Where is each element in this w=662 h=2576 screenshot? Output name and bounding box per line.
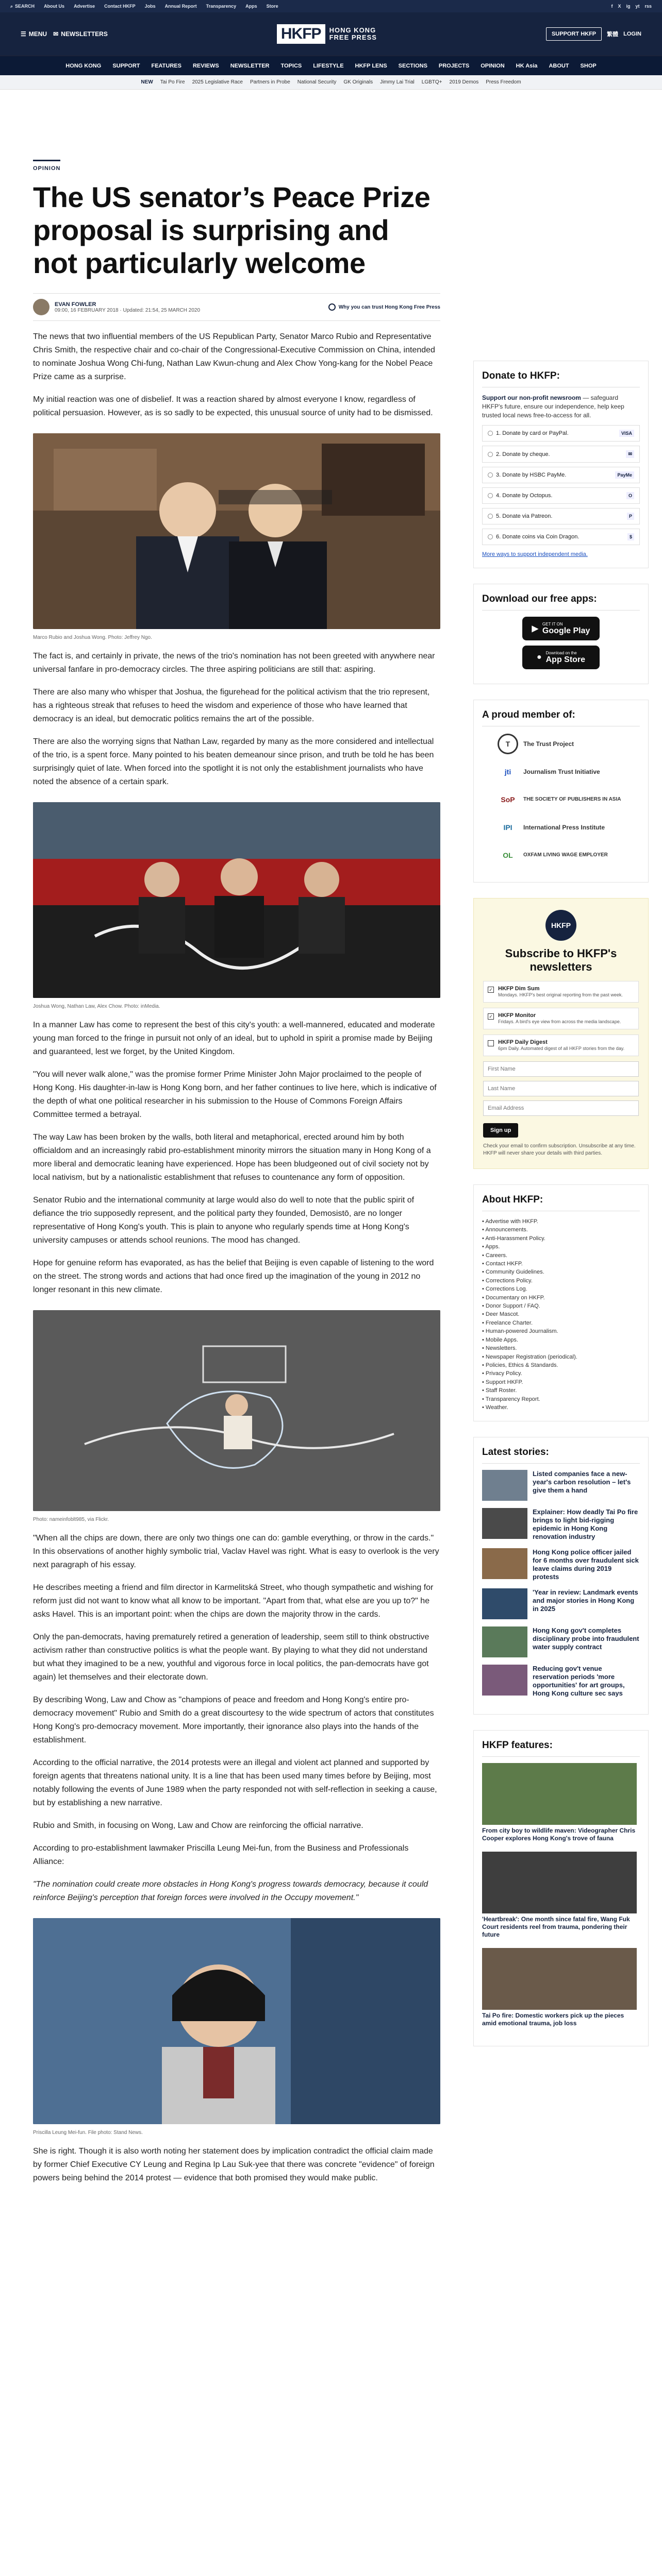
- about-link[interactable]: • Contact HKFP.: [482, 1260, 640, 1268]
- about-title: About HKFP:: [482, 1194, 640, 1211]
- about-link[interactable]: • Staff Roster.: [482, 1386, 640, 1395]
- about-link[interactable]: • Mobile Apps.: [482, 1336, 640, 1344]
- newsletters-button[interactable]: ✉ NEWSLETTERS: [53, 30, 108, 38]
- paragraph: My initial reaction was one of disbelief. It was a reaction shared by almost everyone I know, regardless of political persuasion. However, as is so sadly to be expected, this unusual source of unity had to be dismissed.: [33, 395, 433, 417]
- article-dates: 09:00, 16 FEBRUARY 2018 · Updated: 21:54, 25 MARCH 2020: [55, 307, 201, 313]
- nav-item[interactable]: HKFP LENS: [355, 62, 387, 69]
- sidebar: [473, 361, 649, 2062]
- about-link[interactable]: • Donor Support / FAQ.: [482, 1302, 640, 1310]
- figure: [33, 802, 440, 1009]
- trending-link[interactable]: Jimmy Lai Trial: [380, 79, 415, 85]
- radio-icon: [488, 514, 493, 519]
- story-thumbnail: [482, 1508, 527, 1539]
- card-icon: VISA: [619, 430, 634, 437]
- paragraph: He describes meeting a friend and film director in Karmelitská Street, who though sympathetic and wishing for reform just did not want to know what all know to be important. "Apart from that, what else are you up to?" he asks Havel. This is an important point: when the chips are down the majority throw in the cards.: [33, 1583, 434, 1619]
- google-play-button[interactable]: ▶ GET IT ON Google Play: [522, 617, 600, 640]
- trending-link[interactable]: Tai Po Fire: [160, 79, 185, 85]
- newsletter-option[interactable]: ✓ HKFP Dim Sum Mondays. HKFP's best original reporting from the past week.: [483, 981, 639, 1003]
- feature-thumbnail: [482, 1852, 637, 1913]
- about-link[interactable]: • Support HKFP.: [482, 1378, 640, 1386]
- newsletter-widget: [473, 898, 649, 1169]
- block-quote: "The nomination could create more obstacles in Hong Kong's progress towards democracy, because it could reinforce Beijing's perception that foreign forces were involved in the Occupy movement.": [33, 1880, 428, 1902]
- donate-option[interactable]: 1. Donate by card or PayPal. VISA: [482, 425, 640, 442]
- trending-link[interactable]: GK Originals: [343, 79, 373, 85]
- paragraph: There are also many who whisper that Joshua, the figurehead for the political activism that the trio represent, has a righteous streak that refuses to heed the wisdom and experience of those who have learned that democracy is an ideal, but democratic politics remains the art of the possible.: [33, 688, 430, 723]
- donate-link[interactable]: Support our non-profit newsroom: [482, 394, 581, 401]
- paragraph: Only the pan-democrats, having prematurely retired a generation of leadership, seem still to think obstructive activism rather than constructive politics is what the people want. By playing to what they did not understand but what they imagined to be a new, youthful and vigorous force in local politics, the pan-democrats have got again) let themselves and their electorate down.: [33, 1633, 429, 1682]
- trust-icon: [328, 303, 336, 311]
- trending-link[interactable]: Press Freedom: [486, 79, 521, 85]
- donate-option[interactable]: 5. Donate via Patreon. P: [482, 508, 640, 524]
- photo-caption: Priscilla Leung Mei-fun. File photo: Stand News.: [33, 2130, 143, 2136]
- story-item[interactable]: 'Year in review: Landmark events and major stories in Hong Kong in 2025: [482, 1588, 640, 1619]
- main-nav: [0, 56, 662, 75]
- story-item[interactable]: Explainer: How deadly Tai Po fire brings to light bid-rigging epidemic in Hong Kong renovation industry: [482, 1508, 640, 1541]
- paragraph: By describing Wong, Law and Chow as "champions of peace and freedom and Hong Kong's entire pro-democracy movement" Rubio and Smith do a great discourtesy to the wide spectrum of actors that constitutes Hong Kong's pro-democracy movement. More importantly, their ignorance also plays into the hands of the establishment.: [33, 1696, 434, 1744]
- about-link[interactable]: • Apps.: [482, 1243, 640, 1251]
- figure: [33, 433, 440, 640]
- newsletter-option[interactable]: ✓ HKFP Monitor Fridays. A bird's eye view from across the media landscape.: [483, 1008, 639, 1029]
- about-link[interactable]: • Community Guidelines.: [482, 1268, 640, 1276]
- members-widget: [473, 700, 649, 883]
- photo-caption: Joshua Wong, Nathan Law, Alex Chow. Photo: inMedia.: [33, 1004, 160, 1009]
- youtube-icon[interactable]: yt: [635, 4, 640, 9]
- jobs-link[interactable]: Jobs: [144, 4, 156, 9]
- about-list: [482, 1217, 640, 1412]
- logo-mark: HKFP: [277, 24, 325, 44]
- byline: [33, 293, 440, 321]
- octopus-icon: O: [626, 492, 634, 499]
- member-logo[interactable]: T The Trust Project: [498, 734, 640, 754]
- paragraph: "You will never walk alone," was the promise former Prime Minister John Major proclaimed to the people of Hong Kong. His daughter-in-law is Hong Kong born, and her father continues to live here, which is indicative of the depth of what one political researcher in his submission to the House of Commons Foreign Affairs Committee termed a betrayal.: [33, 1070, 437, 1119]
- logo-line-2: FREE PRESS: [329, 33, 377, 41]
- advertise-link[interactable]: Advertise: [74, 4, 95, 9]
- photo-chalk-drawing: [33, 1310, 440, 1511]
- about-link[interactable]: • Corrections Policy.: [482, 1277, 640, 1285]
- cheque-icon: ✉: [626, 450, 634, 458]
- about-link[interactable]: • Human-powered Journalism.: [482, 1327, 640, 1335]
- facebook-icon[interactable]: f: [611, 4, 613, 9]
- story-thumbnail: [482, 1665, 527, 1696]
- about-link[interactable]: • Freelance Charter.: [482, 1319, 640, 1327]
- ipi-icon: IPI: [503, 823, 512, 832]
- apple-icon: ●: [536, 653, 542, 662]
- article-title: The US senator’s Peace Prize proposal is surprising and not particularly welcome: [33, 181, 431, 279]
- paragraph: Rubio and Smith, in focusing on Wong, Law and Chow are reinforcing the official narrative.: [33, 1821, 363, 1830]
- newsletter-title: Subscribe to HKFP's newsletters: [505, 947, 617, 973]
- checkbox-icon[interactable]: ✓: [488, 987, 494, 993]
- trending-link[interactable]: LGBTQ+: [421, 79, 442, 85]
- logo-line-1: HONG KONG: [329, 26, 376, 34]
- annual-report-link[interactable]: Annual Report: [164, 4, 197, 9]
- about-link[interactable]: • Announcements.: [482, 1226, 640, 1234]
- login-button[interactable]: LOGIN: [623, 31, 641, 37]
- donate-widget: [473, 361, 649, 568]
- story-item[interactable]: Hong Kong police officer jailed for 6 months over fraudulent sick leave claims during 2019 protests: [482, 1548, 640, 1581]
- features-widget: [473, 1730, 649, 2046]
- checkbox-icon[interactable]: ✓: [488, 1013, 494, 1020]
- story-thumbnail: [482, 1588, 527, 1619]
- more-ways-link[interactable]: More ways to support independent media.: [482, 551, 588, 557]
- trending-bar: [0, 75, 662, 90]
- radio-icon: [488, 472, 493, 478]
- contact-link[interactable]: Contact HKFP: [104, 4, 136, 9]
- article: [33, 160, 440, 2194]
- about-link[interactable]: About Us: [44, 4, 65, 9]
- sopa-icon: SoP: [501, 795, 515, 804]
- about-link[interactable]: • Advertise with HKFP.: [482, 1217, 640, 1226]
- nav-item[interactable]: SHOP: [580, 62, 597, 69]
- donate-option[interactable]: 6. Donate coins via Coin Dragon. $: [482, 529, 640, 545]
- sign-up-button[interactable]: Sign up: [483, 1123, 518, 1138]
- author-name[interactable]: EVAN FOWLER: [55, 301, 96, 308]
- trending-link[interactable]: 2019 Demos: [449, 79, 479, 85]
- radio-icon: [488, 431, 493, 436]
- donate-option[interactable]: 4. Donate by Octopus. O: [482, 487, 640, 504]
- story-thumbnail: [482, 1470, 527, 1501]
- photo-caption: Marco Rubio and Joshua Wong. Photo: Jeffrey Ngo.: [33, 635, 152, 640]
- instagram-icon[interactable]: ig: [626, 4, 631, 9]
- donate-option[interactable]: 2. Donate by cheque. ✉: [482, 446, 640, 463]
- author-avatar: [33, 299, 49, 315]
- store-link[interactable]: Store: [266, 4, 278, 9]
- radio-icon: [488, 452, 493, 457]
- donate-option[interactable]: 3. Donate by HSBC PayMe. PayMe: [482, 467, 640, 483]
- member-logo[interactable]: IPI International Press Institute: [498, 817, 640, 838]
- patreon-icon: P: [627, 513, 634, 520]
- paragraph: According to the official narrative, the 2014 protests were an illegal and violent act planned and supported by foreign agents that threatens national unity. It is a line that has been used many times before by Beijing, most notably following the events of June 1989 when the party responded not with self-reflection in seeking a cause, but by establishing a new narrative.: [33, 1758, 437, 1807]
- checkbox-icon[interactable]: [488, 1040, 494, 1046]
- about-link[interactable]: • Weather.: [482, 1403, 640, 1412]
- apps-widget: [473, 584, 649, 684]
- nav-item[interactable]: REVIEWS: [192, 62, 219, 69]
- donate-intro: Support our non-profit newsroom — safeguard HKFP's future, ensure our independence, help keep trusted local news free-to-access for all.: [482, 394, 624, 419]
- about-link[interactable]: • Privacy Policy.: [482, 1369, 640, 1378]
- nav-item[interactable]: TOPICS: [280, 62, 302, 69]
- trending-link[interactable]: National Security: [297, 79, 337, 85]
- about-link[interactable]: • Anti-Harassment Policy.: [482, 1234, 640, 1243]
- nav-item[interactable]: NEWSLETTER: [230, 62, 270, 69]
- site-header: [0, 12, 662, 56]
- transparency-link[interactable]: Transparency: [206, 4, 237, 9]
- nav-item[interactable]: SECTIONS: [398, 62, 427, 69]
- email-field[interactable]: [483, 1100, 639, 1116]
- search-icon: ⌕: [10, 3, 13, 9]
- top-utility-bar: [0, 0, 662, 12]
- paragraph: "When all the chips are down, there are only two things one can do: gamble everything, or throw in the cards." In this observations of another highly symbolic trial, Vaclav Havel was right. What is easy to overlook is the very next paragraph of his essay.: [33, 1534, 439, 1569]
- coin-icon: $: [627, 533, 634, 540]
- feature-item[interactable]: 'Heartbreak': One month since fatal fire, Wang Fuk Court residents reel from trauma, pondering their future: [482, 1852, 640, 1939]
- oxfam-icon: OL: [503, 851, 513, 859]
- paragraph: The news that two influential members of the US Republican Party, Senator Marco Rubio and Representative Chris Smith, the respective chair and co-chair of the Congressional-Executive Commission on China, intended to nominate Joshua Wong Chi-fung, Nathan Law Kwun-chung and Alex Chow Yong-kang for the Nobel Peace Prize came as a surprise.: [33, 332, 435, 381]
- paragraph: The way Law has been broken by the walls, both literal and metaphorical, erected around him by both officialdom and an increasingly rabid pro-establishment minority mirrors the situation many in Hong Kong of a more liberal and democratic leaning have experienced. Hope has been bludgeoned out of civil society not by local nativism, but by a nationalistic establishment that refuses to countenance any form of opposition.: [33, 1133, 431, 1182]
- story-item[interactable]: Listed companies face a new-year's carbon resolution – let's give them a hand: [482, 1470, 640, 1501]
- member-logo[interactable]: OL OXFAM LIVING WAGE EMPLOYER: [498, 845, 640, 866]
- payme-icon: PayMe: [615, 471, 634, 479]
- story-item[interactable]: Hong Kong gov't completes disciplinary probe into fraudulent water supply contract: [482, 1626, 640, 1657]
- newsletter-option[interactable]: HKFP Daily Digest 6pm Daily. Automated digest of all HKFP stories from the day.: [483, 1035, 639, 1056]
- paragraph: She is right. Though it is also worth noting her statement does by implication contradict the official claim made by former Chief Executive CY Leung and Regina Ip Lau Suk-yee that there was concrete "evidence" of foreign powers being behind the 2014 protest — evidence that both promised they would make public.: [33, 2147, 435, 2182]
- paragraph: Hope for genuine reform has evaporated, as has the belief that Beijing is even capable of listening to the word on the street. The strong words and actions that had once fired up the imagination of the young in 2012 no longer resonant in this new climate.: [33, 1259, 434, 1294]
- radio-icon: [488, 493, 493, 498]
- nav-item[interactable]: SUPPORT: [112, 62, 140, 69]
- trending-link[interactable]: Partners in Probe: [250, 79, 290, 85]
- site-logo[interactable]: [277, 24, 377, 44]
- nav-item[interactable]: PROJECTS: [438, 62, 470, 69]
- nav-item[interactable]: HONG KONG: [65, 62, 102, 69]
- nav-item[interactable]: LIFESTYLE: [313, 62, 344, 69]
- nav-item[interactable]: HK Asia: [516, 62, 538, 69]
- features-title: HKFP features:: [482, 1740, 640, 1757]
- apps-link[interactable]: Apps: [245, 4, 257, 9]
- menu-button[interactable]: ☰ MENU: [21, 30, 47, 38]
- hamburger-icon: ☰: [21, 30, 26, 38]
- apps-title: Download our free apps:: [482, 594, 640, 611]
- last-name-field[interactable]: [483, 1081, 639, 1096]
- play-icon: ▶: [532, 624, 538, 633]
- members-title: A proud member of:: [482, 709, 640, 726]
- donate-title: Donate to HKFP:: [482, 370, 640, 387]
- photo-trio-protest: [33, 802, 440, 998]
- member-logo[interactable]: SoP THE SOCIETY OF PUBLISHERS IN ASIA: [498, 789, 640, 810]
- about-widget: [473, 1184, 649, 1421]
- language-switch[interactable]: 繁體: [607, 31, 619, 38]
- photo-priscilla-leung: [33, 1918, 440, 2124]
- trust-project-icon: T: [498, 734, 518, 754]
- feature-thumbnail: [482, 1948, 637, 2010]
- about-link[interactable]: • Documentary on HKFP.: [482, 1294, 640, 1302]
- member-logo[interactable]: jti Journalism Trust Initiative: [498, 761, 640, 782]
- about-link[interactable]: • Transparency Report.: [482, 1395, 640, 1403]
- story-thumbnail: [482, 1626, 527, 1657]
- support-button[interactable]: SUPPORT HKFP: [546, 27, 602, 41]
- trust-link[interactable]: Why you can trust Hong Kong Free Press: [328, 303, 440, 311]
- jti-icon: jti: [504, 768, 511, 776]
- story-thumbnail: [482, 1548, 527, 1579]
- mail-icon: ✉: [53, 30, 59, 38]
- story-item[interactable]: Reducing gov't venue reservation periods 'more opportunities' for art groups, Hong Kong culture sec says: [482, 1665, 640, 1698]
- x-icon[interactable]: X: [618, 4, 621, 9]
- paragraph: The fact is, and certainly in private, the news of the trio's nomination has not been greeted with anywhere near universal fanfare in pro-democracy circles. The three aspiring politicians are still that: aspiring.: [33, 652, 435, 674]
- latest-title: Latest stories:: [482, 1447, 640, 1464]
- rss-icon[interactable]: rss: [644, 4, 652, 9]
- radio-icon: [488, 534, 493, 539]
- paragraph: Senator Rubio and the international community at large would also do well to note that the public spirit of defiance the trio supposedly represent, and the political party they founded, Demosistō, are no longer representative of Hong Kong's youth. This is plain to anyone who regularly spends time at Hong Kong's university campuses or attends school reunions. The mood has changed.: [33, 1196, 415, 1245]
- figure: [33, 1310, 440, 1522]
- feature-thumbnail: [482, 1763, 637, 1825]
- newsletter-note: Check your email to confirm subscription. Unsubscribe at any time. HKFP will never share your details with third parties.: [483, 1143, 636, 1156]
- figure: [33, 1918, 440, 2136]
- feature-item[interactable]: Tai Po fire: Domestic workers pick up the pieces amid emotional trauma, job loss: [482, 1948, 640, 2027]
- new-label: NEW: [141, 79, 153, 85]
- about-link[interactable]: • Policies, Ethics & Standards.: [482, 1361, 640, 1369]
- trending-link[interactable]: 2025 Legislative Race: [192, 79, 243, 85]
- about-link[interactable]: • Deer Mascot.: [482, 1310, 640, 1318]
- nav-item[interactable]: OPINION: [481, 62, 505, 69]
- paragraph: There are also the worrying signs that Nathan Law, regarded by many as the more considered and intellectual of the trio, is a spent force. Many pointed to his beaten demeanour since prison, and truth be told he has been surprisingly quiet of late. When forced into the spotlight it is not only the establishment journalists who have noted the absence of a certain spark.: [33, 737, 434, 786]
- first-name-field[interactable]: [483, 1061, 639, 1077]
- section-label[interactable]: OPINION: [33, 160, 60, 172]
- paragraph: In a manner Law has come to represent the best of this city's youth: a well-mannered, educated and moderate young man forced to the fringe in pursuit not only of an ideal, but to uphold in spirit a promise made by Beijing and guaranteed, lest we forget, by the United Kingdom.: [33, 1021, 435, 1056]
- nav-item[interactable]: FEATURES: [151, 62, 181, 69]
- photo-rubio-wong: [33, 433, 440, 629]
- latest-stories-widget: [473, 1437, 649, 1715]
- about-link[interactable]: • Newsletters.: [482, 1344, 640, 1352]
- feature-item[interactable]: From city boy to wildlife maven: Videographer Chris Cooper explores Hong Kong's trove of fauna: [482, 1763, 640, 1842]
- about-link[interactable]: • Careers.: [482, 1251, 640, 1260]
- search-link[interactable]: ⌕ SEARCH: [10, 3, 35, 9]
- app-store-button[interactable]: ● Download on the App Store: [522, 646, 600, 669]
- paragraph: According to pro-establishment lawmaker Priscilla Leung Mei-fun, from the Business and Professionals Alliance:: [33, 1844, 409, 1866]
- about-link[interactable]: • Corrections Log.: [482, 1285, 640, 1293]
- about-link[interactable]: • Newspaper Registration (periodical).: [482, 1353, 640, 1361]
- nav-item[interactable]: ABOUT: [549, 62, 569, 69]
- photo-caption: Photo: nameinfoblt985, via Flickr.: [33, 1517, 109, 1522]
- hkfp-logo: HKFP: [545, 910, 576, 941]
